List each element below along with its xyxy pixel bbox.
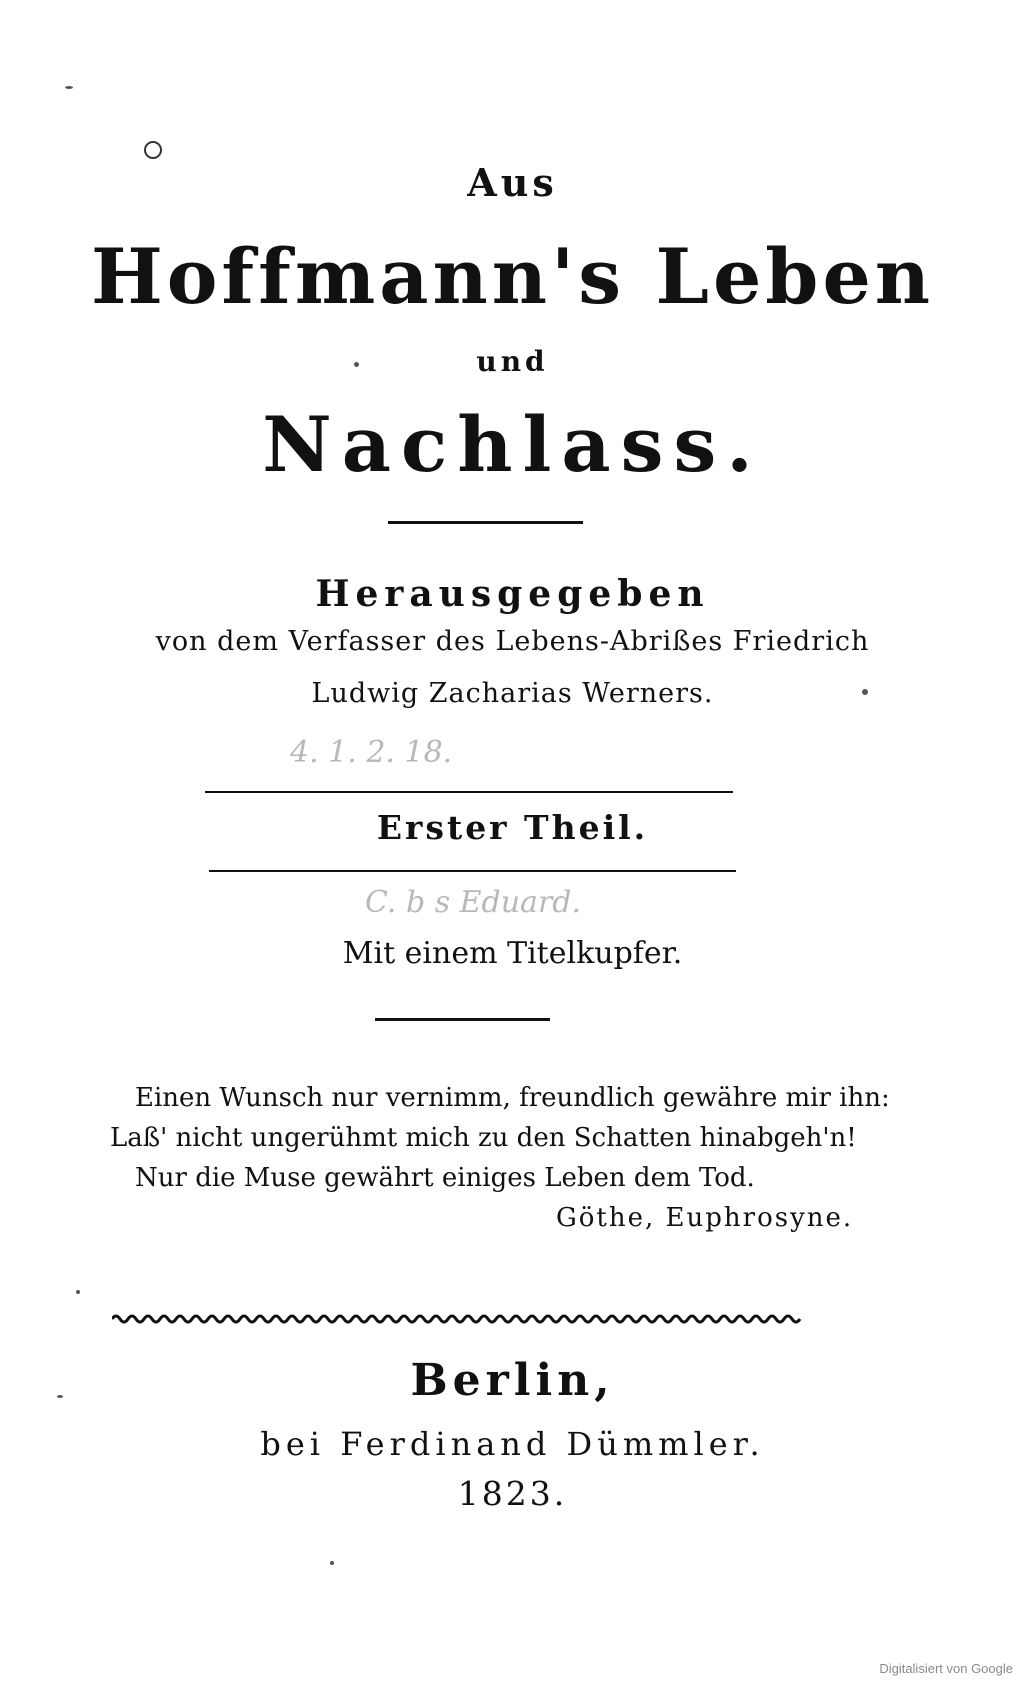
volume-rule-bottom (209, 870, 736, 872)
epigraph-line-3: Nur die Muse gewährt einiges Leben dem Tod. (135, 1163, 755, 1193)
paper-speck (65, 86, 73, 89)
paper-speck (330, 1561, 334, 1565)
imprint-place: Berlin, (410, 1355, 615, 1406)
epigraph-line-2: Laß' nicht ungerühmt mich zu den Schatten hinabgeh'n! (110, 1123, 857, 1153)
pencil-annotation-1: 4. 1. 2. 18. (290, 735, 453, 770)
divider-rule-2 (375, 1018, 550, 1021)
epigraph-attribution: Göthe, Euphrosyne. (556, 1203, 854, 1233)
title-line-aus: Aus (467, 160, 558, 205)
digitization-credit: Digitalisiert von Google (879, 1661, 1013, 1676)
editor-description-line2: Ludwig Zacharias Werners. (311, 678, 714, 709)
paper-speck (76, 1290, 80, 1294)
volume-rule-top (205, 791, 733, 793)
paper-speck (862, 689, 868, 695)
library-stamp-mark (144, 141, 162, 159)
imprint-year: 1823. (457, 1474, 568, 1513)
ornamental-wavy-rule (112, 1312, 802, 1326)
title-line-und: und (476, 345, 549, 378)
frontispiece-note: Mit einem Titelkupfer. (342, 936, 683, 971)
title-line-nachlass: Nachlass. (262, 400, 763, 489)
volume-label: Erster Theil. (376, 808, 649, 847)
imprint-publisher: bei Ferdinand Dümmler. (260, 1425, 765, 1463)
editor-description-line1: von dem Verfasser des Lebens-Abrißes Friedrich (155, 626, 870, 657)
editor-heading: Herausgegeben (315, 573, 710, 615)
title-line-hoffmanns-leben: Hoffmann's Leben (90, 232, 935, 321)
epigraph-line-1: Einen Wunsch nur vernimm, freundlich gewähre mir ihn: (135, 1083, 890, 1113)
paper-speck (354, 362, 359, 367)
divider-rule-1 (388, 521, 583, 524)
pencil-annotation-2: C. b s Eduard. (365, 885, 582, 920)
paper-speck (57, 1395, 63, 1398)
